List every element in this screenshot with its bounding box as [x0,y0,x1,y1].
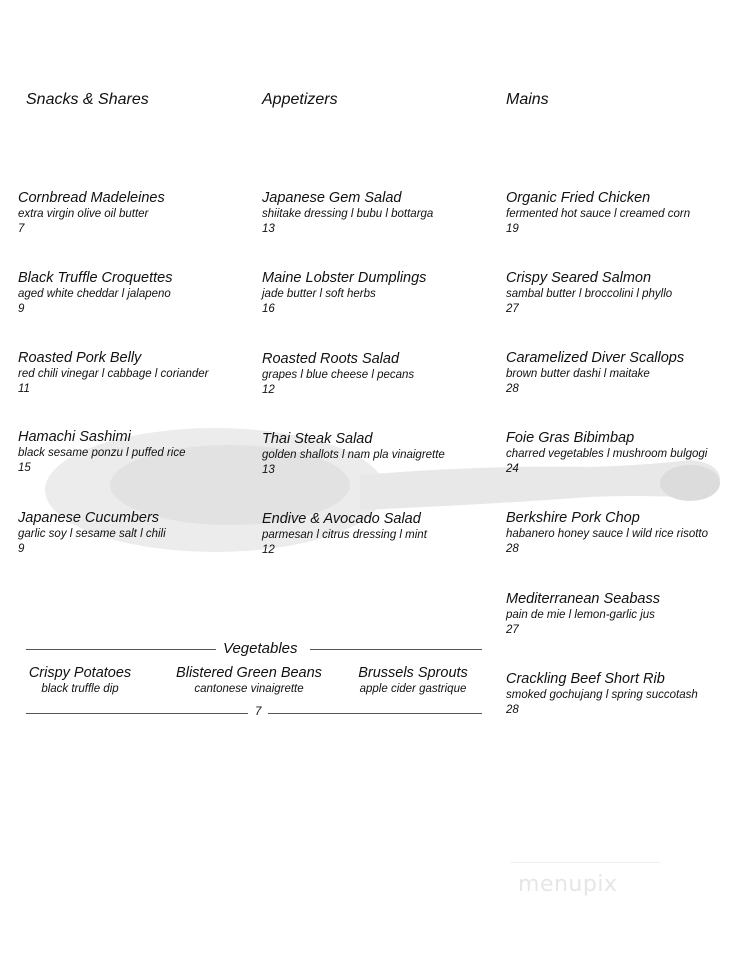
item-price: 9 [18,543,25,555]
item-name: Black Truffle Croquettes [18,270,173,286]
section-title-mains: Mains [506,91,549,108]
item-description: smoked gochujang l spring succotash [506,689,698,701]
item-description: charred vegetables l mushroom bulgogi [506,448,708,460]
item-price: 9 [18,303,25,315]
item-name: Maine Lobster Dumplings [262,270,427,286]
item-price: 27 [506,624,519,636]
item-description: apple cider gastrique [359,683,467,695]
item-name: Organic Fried Chicken [506,190,651,206]
item-price: 13 [262,464,275,476]
item-description: shiitake dressing l bubu l bottarga [262,208,434,220]
item-description: grapes l blue cheese l pecans [262,369,415,381]
item-name: Crispy Potatoes [28,665,132,681]
item-description: sambal butter l broccolini l phyllo [506,288,673,300]
menupix-logo: menupix [518,872,618,897]
menu-item [506,430,707,477]
divider [310,649,482,650]
item-name: Mediterranean Seabass [506,591,660,607]
menu-item [506,510,708,557]
item-price: 24 [506,463,519,475]
item-description: black sesame ponzu l puffed rice [18,447,186,459]
item-description: habanero honey sauce l wild rice risotto [506,528,709,540]
item-price: 28 [506,383,519,395]
item-name: Japanese Cucumbers [18,510,160,526]
section-title-snacks: Snacks & Shares [26,91,149,108]
item-price: 7 [18,223,25,235]
item-name: Crispy Seared Salmon [506,270,652,286]
menu-item [506,671,698,718]
menu-item [262,511,427,558]
item-name: Hamachi Sashimi [18,429,131,445]
item-description: garlic soy l sesame salt l chili [18,528,166,540]
vegetable-item [0,665,160,697]
item-description: parmesan l citrus dressing l mint [262,529,427,541]
item-name: Caramelized Diver Scallops [506,350,685,366]
menu-item [18,270,172,317]
item-description: fermented hot sauce l creamed corn [506,208,691,220]
item-price: 16 [262,303,275,315]
item-description: pain de mie l lemon-garlic jus [506,609,655,621]
item-description: aged white cheddar l jalapeno [18,288,171,300]
item-price: 28 [506,543,519,555]
item-price: 28 [506,704,519,716]
menu-item [506,350,684,397]
item-name: Endive & Avocado Salad [262,511,421,527]
item-name: Berkshire Pork Chop [506,510,640,526]
menu-item [262,431,445,478]
vegetable-item [169,665,329,697]
item-price: 15 [18,462,31,474]
item-price: 12 [262,384,275,396]
item-price: 11 [18,383,30,395]
item-name: Roasted Roots Salad [262,351,400,367]
menu-item [18,190,165,237]
menu-item [262,351,414,398]
menu-item [262,270,426,317]
menu-item [18,350,209,397]
item-description: jade butter l soft herbs [262,288,376,300]
divider [26,713,248,714]
vegetable-item [333,665,493,697]
item-name: Japanese Gem Salad [262,190,402,206]
item-name: Blistered Green Beans [176,665,322,681]
item-name: Roasted Pork Belly [18,350,142,366]
item-price: 19 [506,223,519,235]
item-price: 27 [506,303,519,315]
section-title-appetizers: Appetizers [262,91,338,108]
menu-item [506,270,672,317]
vegetables-price: 7 [255,706,262,718]
divider [26,649,216,650]
item-price: 12 [262,544,275,556]
item-name: Brussels Sprouts [358,665,468,681]
item-name: Thai Steak Salad [262,431,373,447]
item-description: extra virgin olive oil butter [18,208,149,220]
item-description: brown butter dashi l maitake [506,368,650,380]
logo-divider [510,862,660,863]
section-title-vegetables: Vegetables [223,640,298,657]
item-description: cantonese vinaigrette [194,683,304,695]
item-description: red chili vinegar l cabbage l coriander [18,368,209,380]
item-description: black truffle dip [41,683,119,695]
menu-item [262,190,433,237]
menu-item [18,510,166,557]
item-name: Cornbread Madeleines [18,190,165,206]
item-price: 13 [262,223,275,235]
divider [268,713,482,714]
item-name: Crackling Beef Short Rib [506,671,665,687]
menu-item [506,591,660,638]
item-name: Foie Gras Bibimbap [506,430,635,446]
menu-item [506,190,690,237]
item-description: golden shallots l nam pla vinaigrette [262,449,445,461]
menu-item [18,429,185,476]
